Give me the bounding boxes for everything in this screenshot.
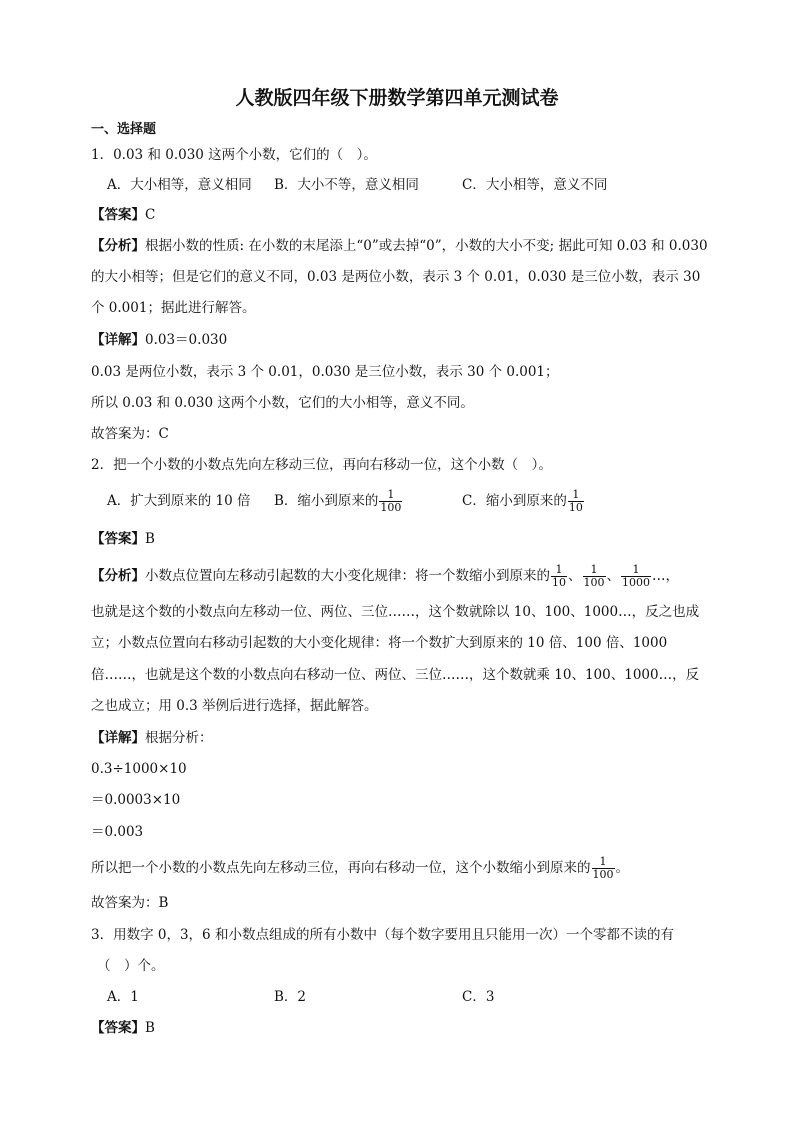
question-3-stem-line-2: （ ）个。	[97, 958, 165, 974]
question-3-option-b: B．2	[274, 989, 307, 1005]
section-heading: 一、选择题	[91, 122, 157, 137]
answer-value: B	[145, 531, 155, 547]
detail-text: 0.03＝0.030	[145, 332, 228, 348]
answer-value: B	[145, 1020, 155, 1036]
question-1-detail	[91, 331, 227, 349]
fraction-denominator: 10	[552, 576, 566, 589]
question-2-analysis-line-1	[91, 559, 679, 593]
fraction-denominator: 1000	[622, 576, 650, 589]
fraction-denominator: 100	[583, 576, 605, 589]
question-1-answer	[91, 206, 155, 224]
question-1-detail-line-3: 所以 0.03 和 0.030 这两个小数，它们的大小相等，意义不同。	[91, 395, 474, 411]
fraction	[592, 856, 615, 881]
answer-tag: 【答案】	[91, 1020, 145, 1036]
conclusion-text: 所以把一个小数的小数点先向左移动三位，再向右移动一位，这个小数缩小到原来的	[91, 860, 591, 876]
question-3-option-a: A．1	[107, 989, 139, 1005]
question-1-analysis-line-1	[91, 237, 708, 255]
fraction-numerator: 1	[555, 563, 563, 576]
question-1-stem: 1．0.03 和 0.030 这两个小数，它们的（ ）。	[91, 147, 377, 163]
conclusion-end: 。	[615, 860, 629, 876]
detail-tag: 【详解】	[91, 730, 145, 746]
fraction-denominator: 100	[592, 868, 614, 881]
question-1-analysis-line-3: 个 0.001；据此进行解答。	[91, 300, 256, 316]
fraction	[621, 564, 651, 589]
calculation-line-2: ＝0.0003×10	[91, 792, 181, 808]
question-1-analysis-line-2: 的大小相等；但是它们的意义不同，0.03 是两位小数，表示 3 个 0.01，0.030 是三位小数，表示 30	[91, 269, 701, 285]
detail-text: 根据分析：	[145, 730, 213, 746]
analysis-text-end: …，	[652, 568, 679, 584]
analysis-text: 小数点位置向左移动引起数的大小变化规律：将一个数缩小到原来的	[145, 568, 550, 584]
page-title: 人教版四年级下册数学第四单元测试卷	[235, 87, 559, 109]
fraction-denominator: 10	[568, 501, 583, 514]
fraction	[568, 489, 584, 514]
question-2-detail	[91, 729, 213, 747]
question-2-option-a: A．扩大到原来的 10 倍	[107, 493, 251, 509]
question-2-answer	[91, 530, 155, 548]
fraction-numerator: 1	[599, 855, 607, 868]
fraction-numerator: 1	[387, 488, 395, 501]
answer-tag: 【答案】	[91, 207, 145, 223]
question-2-stem: 2．把一个小数的小数点先向左移动三位，再向右移动一位，这个小数（ ）。	[91, 457, 552, 473]
calculation-line-3: ＝0.003	[91, 824, 144, 840]
fraction-numerator: 1	[572, 488, 580, 501]
question-1-option-a: A．大小相等，意义相同	[107, 177, 252, 193]
analysis-tag: 【分析】	[91, 238, 145, 254]
answer-value: C	[145, 207, 156, 223]
question-2-analysis-line-5: 之也成立；用 0.3 举例后进行选择，据此解答。	[91, 698, 378, 714]
question-2-final: 故答案为：B	[91, 895, 169, 911]
question-3-stem-line-1: 3．用数字 0，3，6 和小数点组成的所有小数中（每个数字要用且只能用一次）一个零都不读的有	[91, 927, 674, 943]
answer-tag: 【答案】	[91, 531, 145, 547]
question-2-analysis-line-4: 倍……，也就是这个数的小数点向右移动一位、两位、三位……，这个数就乘 10、100、1000…，反	[91, 667, 700, 683]
question-3-option-c: C．3	[462, 989, 495, 1005]
fraction-numerator: 1	[632, 563, 640, 576]
question-1-option-c: C．大小相等，意义不同	[462, 177, 608, 193]
analysis-text: 根据小数的性质: 在小数的末尾添上“0”或去掉“0”，小数的大小不变; 据此可知 0.03 和 0.030	[145, 238, 708, 254]
analysis-tag: 【分析】	[91, 568, 145, 584]
separator: 、	[606, 568, 620, 584]
fraction-numerator: 1	[590, 563, 598, 576]
calculation-line-1: 0.3÷1000×10	[91, 761, 187, 777]
option-b-text: B．缩小到原来的	[274, 493, 379, 509]
fraction	[379, 489, 402, 514]
option-c-text: C．缩小到原来的	[462, 493, 567, 509]
question-1-final: 故答案为：C	[91, 426, 169, 442]
question-2-analysis-line-2: 也就是这个数的小数点向左移动一位、两位、三位……，这个数就除以 10、100、1000…，反之也成	[91, 604, 700, 620]
question-2-option-b	[274, 484, 403, 518]
question-3-answer	[91, 1019, 155, 1037]
separator: 、	[568, 568, 582, 584]
question-1-option-b: B．大小不等，意义相同	[274, 177, 419, 193]
fraction	[551, 564, 567, 589]
fraction	[583, 564, 606, 589]
detail-tag: 【详解】	[91, 332, 145, 348]
question-2-conclusion	[91, 851, 629, 885]
fraction-denominator: 100	[380, 501, 402, 514]
question-2-option-c	[462, 484, 585, 518]
question-1-detail-line-2: 0.03 是两位小数，表示 3 个 0.01，0.030 是三位小数，表示 30 个 0.001；	[91, 364, 559, 380]
question-2-analysis-line-3: 立；小数点位置向右移动引起数的大小变化规律：将一个数扩大到原来的 10 倍、100 倍、1000	[91, 635, 668, 651]
